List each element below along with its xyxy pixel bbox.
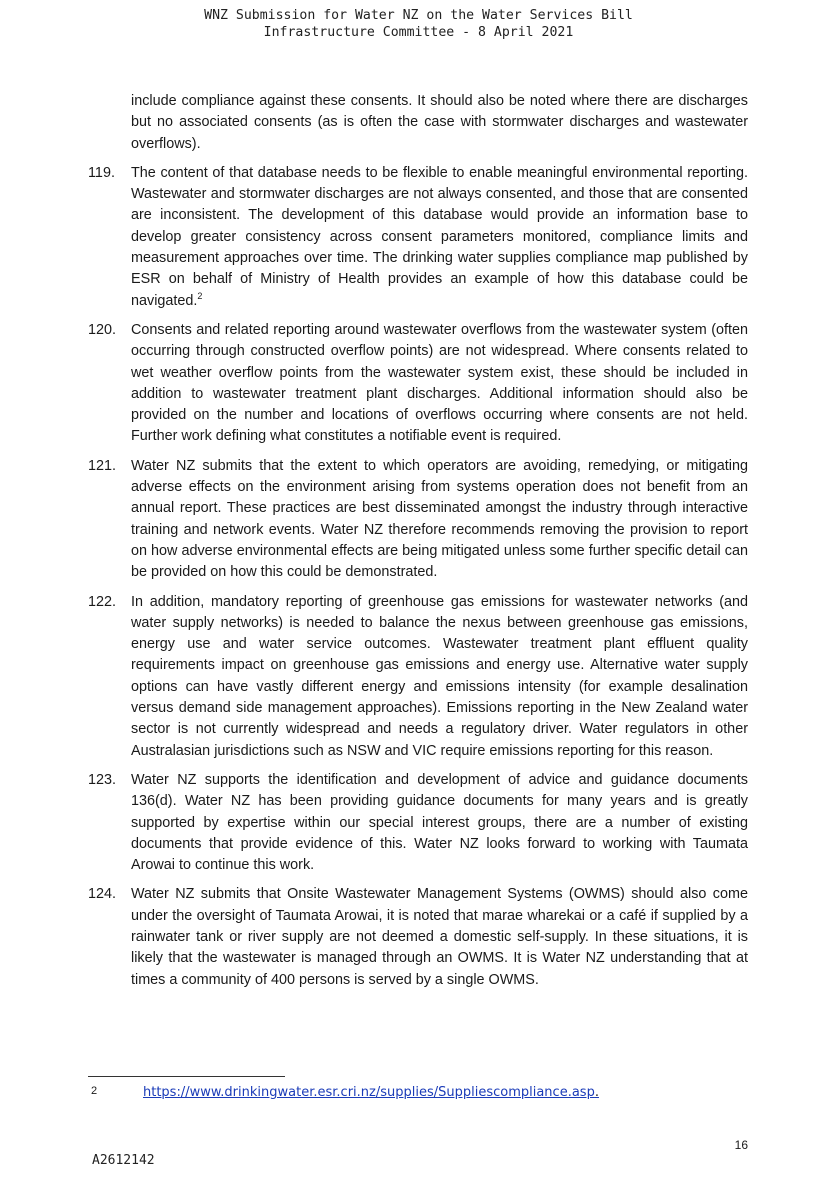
paragraph-124 (88, 884, 748, 990)
paragraph-text: Water NZ submits that Onsite Wastewater Management Systems (OWMS) should also come under the oversight of Taumata Arowai, it is noted that marae wharekai or a café if supplied by a rainwater tank or river supply are not deemed a domestic self-supply. In these situations, it is likely that the wastewater is managed through an OWMS. It is Water NZ understanding that at times a community of 400 persons is served by a single OWMS. (131, 886, 748, 988)
paragraph-text: In addition, mandatory reporting of greenhouse gas emissions for wastewater networks (and water supply networks) is needed to balance the nexus between greenhouse gas emissions, energy use and water service outcomes. Wastewater treatment plant effluent quality requirements impact on greenhouse gas emissions and energy use. Alternative water supply options can have vastly different energy and emissions intensity (for example desalination versus demand side management approaches). Emissions reporting in the New Zealand water sector is not currently widespread and needs a regulatory driver. Water regulators in other Australasian jurisdictions such as NSW and VIC require emissions reporting for this reason. (131, 593, 748, 759)
footnote-number: 2 (91, 1085, 98, 1097)
paragraph-number: 124. (88, 886, 117, 903)
paragraph-text: Water NZ supports the identification and development of advice and guidance documents 136(d). Water NZ has been providing guidance documents for many years and is greatly supported by expertise within our special interest groups, there are a number of existing documents that provide evidence of this. Water NZ looks forward to working with Taumata Arowai to continue this work. (131, 771, 748, 874)
header-title: WNZ Submission for Water NZ on the Water Services Bill (204, 8, 633, 23)
paragraph-121 (88, 456, 748, 584)
paragraph-text: The content of that database needs to be flexible to enable meaningful environmental reporting. Wastewater and stormwater discharges are not always consented, and those that are consented are inconsistent. The development of this database would provide an information base to develop greater consistency across consent parameters monitored, compliance limits and measurement approaches over time. The drinking water supplies compliance map published by ESR on behalf of Ministry of Health provides an example of how this database could be navigated. (131, 164, 748, 309)
paragraph-119 (88, 163, 748, 312)
paragraph-122 (88, 592, 748, 762)
paragraph-number: 123. (88, 771, 117, 788)
paragraph-123 (88, 770, 748, 876)
paragraph-number: 120. (88, 321, 117, 338)
document-id: A2612142 (92, 1153, 155, 1168)
paragraph-text: Consents and related reporting around wastewater overflows from the wastewater system (often occurring through constructed overflow points) are not widespread. Where consents related to wet weather overflow points from the wastewater system exist, these should be included in addition to wastewater treatment plant discharges. Additional information should also be provided on the number and locations of overflows occurring where consents are not held. Further work defining what constitutes a notifiable event is required. (131, 321, 748, 445)
page-header (0, 7, 837, 41)
paragraph-text: include compliance against these consents. It should also be noted where there are discharges but no associated consents (as is often the case with stormwater discharges and wastewater overflows). (131, 93, 748, 152)
footnote-divider (88, 1076, 285, 1077)
footnote-link[interactable]: https://www.drinkingwater.esr.cri.nz/supplies/Suppliescompliance.asp (143, 1085, 595, 1100)
header-subtitle: Infrastructure Committee - 8 April 2021 (263, 25, 574, 40)
paragraph-120 (88, 320, 748, 448)
paragraph-number: 119. (88, 164, 115, 181)
paragraph-continued (88, 91, 748, 155)
paragraph-number: 121. (88, 457, 117, 474)
footnote-trailing: . (594, 1085, 599, 1100)
paragraph-text: Water NZ submits that the extent to which operators are avoiding, remedying, or mitigating adverse effects on the environment arising from systems operation does not benefit from an annual report. These practices are best disseminated amongst the industry through interactive training and network events. Water NZ therefore recommends removing the provision to report on how adverse environmental effects are being mitigated unless some further specific detail can be provided on how this could be demonstrated. (131, 457, 748, 581)
paragraph-number: 122. (88, 593, 117, 610)
page-number: 16 (734, 1138, 748, 1152)
footnote-reference[interactable]: 2 (197, 290, 203, 301)
footnote-link-wrapper (143, 1085, 599, 1100)
document-body (88, 91, 748, 999)
